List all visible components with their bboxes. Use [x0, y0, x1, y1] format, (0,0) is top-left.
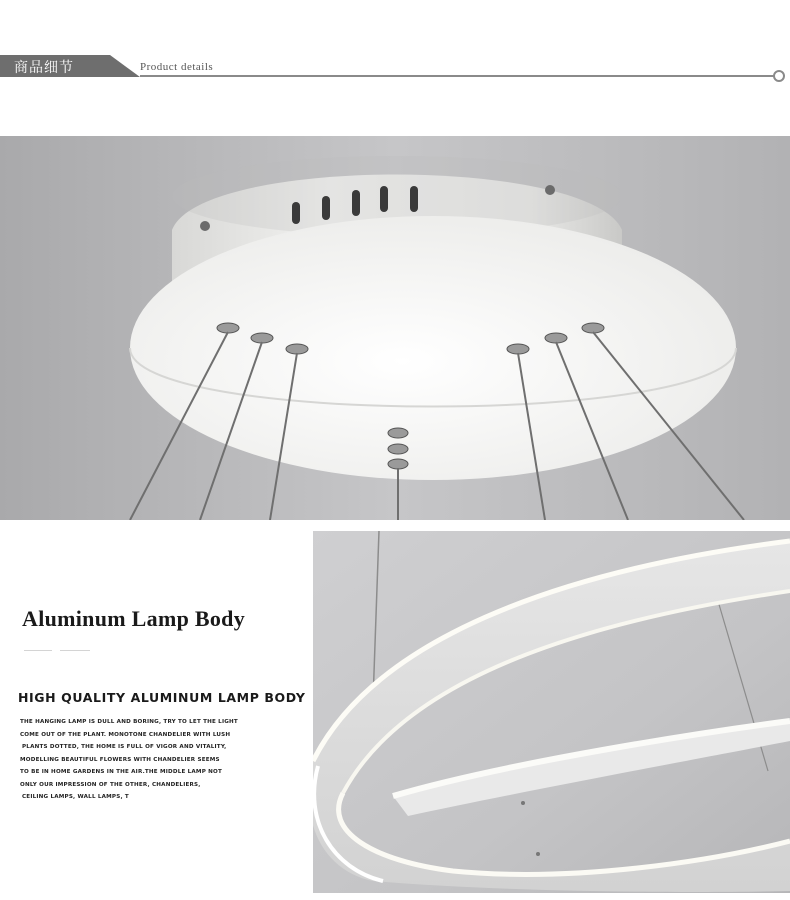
section-body-text: [20, 716, 310, 804]
divider-end-circle-icon: [773, 70, 785, 82]
body-line: THE HANGING LAMP IS DULL AND BORING, TRY TO LET THE LIGHT: [20, 719, 238, 725]
section-header-title: 商品细节: [14, 60, 74, 76]
body-line: ONLY OUR IMPRESSION OF THE OTHER, CHANDELIERS,: [20, 781, 201, 788]
canopy-photo: [0, 136, 790, 520]
body-line: PLANTS DOTTED, THE HOME IS FULL OF VIGOR AND VITALITY,: [22, 744, 227, 750]
title-underline-decoration: [60, 650, 90, 651]
title-underline-decoration: [24, 650, 52, 651]
section-subtitle: HIGH QUALITY ALUMINUM LAMP BODY: [18, 690, 306, 705]
body-line: CEILING LAMPS, WALL LAMPS, T: [22, 794, 129, 800]
section-header-divider: [140, 75, 775, 77]
body-line: MODELLING BEAUTIFUL FLOWERS WITH CHANDELIER SEEMS: [20, 756, 220, 763]
body-line: COME OUT OF THE PLANT. MONOTONE CHANDELIER WITH LUSH: [20, 731, 231, 738]
section-title: Aluminum Lamp Body: [22, 606, 246, 631]
body-line: TO BE IN HOME GARDENS IN THE AIR.THE MIDDLE LAMP NOT: [20, 769, 222, 775]
ring-detail-photo: [313, 531, 790, 893]
section-header-subtitle: Product details: [140, 61, 214, 73]
